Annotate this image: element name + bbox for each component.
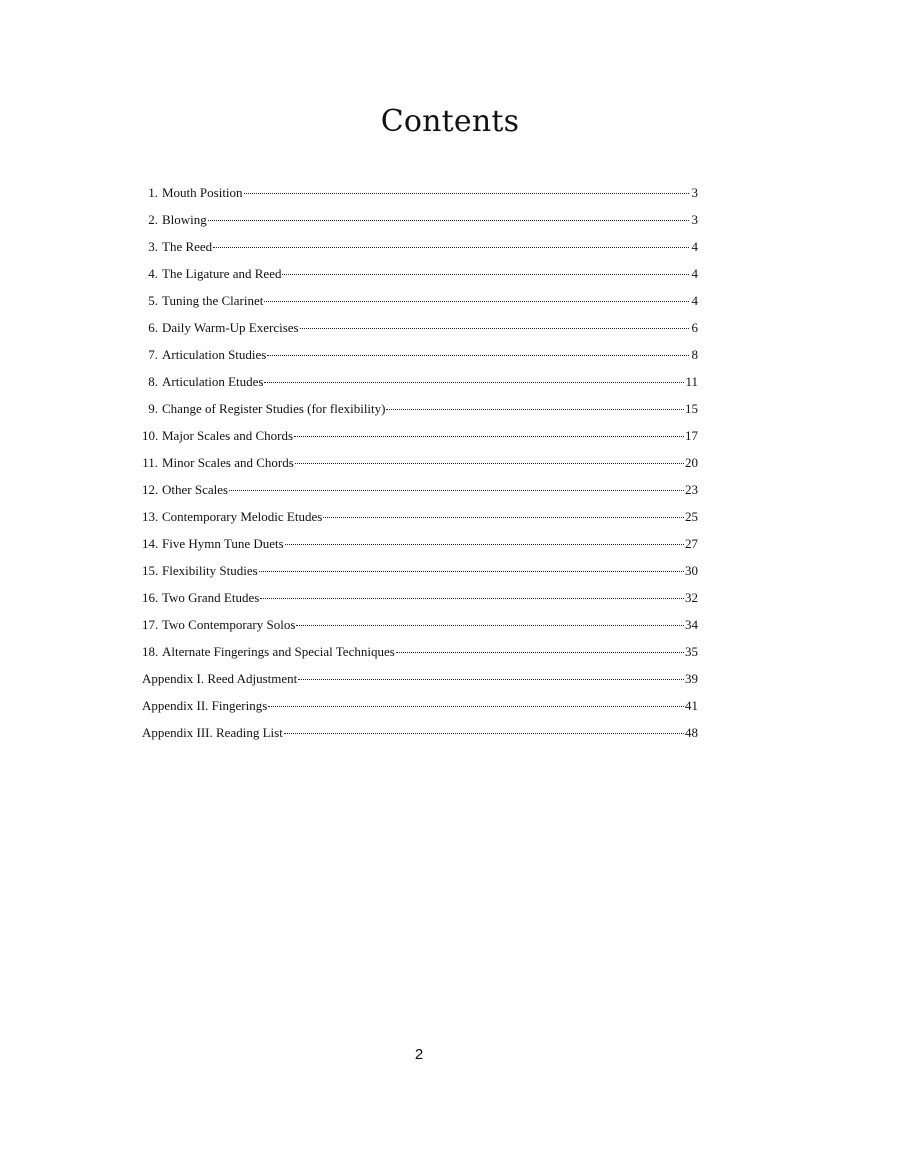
entry-title: Articulation Studies — [162, 347, 267, 362]
entry-number: 7. — [148, 347, 158, 362]
dot-leader — [259, 571, 684, 572]
dot-leader — [282, 274, 689, 275]
toc-entry[interactable] — [142, 454, 698, 481]
entry-number: 4. — [148, 266, 158, 281]
entry-number: 10. — [142, 428, 159, 443]
toc-entry[interactable] — [142, 589, 698, 616]
entry-title: Mouth Position — [162, 185, 243, 200]
dot-leader — [213, 247, 689, 248]
toc-entry[interactable] — [142, 373, 698, 400]
dot-leader — [268, 706, 684, 707]
dot-leader — [267, 355, 689, 356]
dot-leader — [284, 733, 684, 734]
entry-page: 17 — [685, 428, 698, 443]
entry-title: Articulation Etudes — [162, 374, 264, 389]
toc-entry[interactable] — [142, 265, 698, 292]
dot-leader — [300, 328, 689, 329]
entry-page: 11 — [685, 374, 698, 389]
entry-page: 15 — [685, 401, 698, 416]
entry-page: 3 — [691, 212, 698, 227]
entry-page: 8 — [691, 347, 698, 362]
table-of-contents — [142, 184, 698, 751]
entry-page: 30 — [685, 563, 698, 578]
entry-title: The Ligature and Reed — [162, 266, 282, 281]
dot-leader — [396, 652, 684, 653]
entry-number: 13. — [142, 509, 159, 524]
entry-page: 48 — [685, 725, 698, 740]
toc-entry[interactable] — [142, 346, 698, 373]
entry-number: 14. — [142, 536, 159, 551]
dot-leader — [296, 625, 684, 626]
entry-title: Two Contemporary Solos — [162, 617, 296, 632]
entry-page: 4 — [691, 293, 698, 308]
entry-page: 20 — [685, 455, 698, 470]
toc-entry[interactable] — [142, 562, 698, 589]
entry-title: Other Scales — [162, 482, 229, 497]
entry-page: 27 — [685, 536, 698, 551]
dot-leader — [264, 382, 684, 383]
toc-entry-appendix[interactable] — [142, 670, 698, 697]
toc-entry[interactable] — [142, 427, 698, 454]
entry-number: 9. — [148, 401, 158, 416]
entry-number: 18. — [142, 644, 159, 659]
entry-title: Major Scales and Chords — [162, 428, 294, 443]
dot-leader — [323, 517, 684, 518]
dot-leader — [264, 301, 689, 302]
entry-page: 25 — [685, 509, 698, 524]
entry-number: 15. — [142, 563, 159, 578]
toc-entry[interactable] — [142, 535, 698, 562]
entry-title: The Reed — [162, 239, 213, 254]
dot-leader — [244, 193, 689, 194]
entry-number: 5. — [148, 293, 158, 308]
entry-page: 39 — [685, 671, 698, 686]
entry-number: 11. — [142, 455, 158, 470]
toc-entry[interactable] — [142, 616, 698, 643]
toc-entry[interactable] — [142, 238, 698, 265]
entry-number: 1. — [148, 185, 158, 200]
entry-page: 3 — [691, 185, 698, 200]
dot-leader — [285, 544, 684, 545]
page-title: Contents — [380, 104, 520, 139]
entry-title: Five Hymn Tune Duets — [162, 536, 284, 551]
entry-number: 2. — [148, 212, 158, 227]
entry-title: Change of Register Studies (for flexibility) — [162, 401, 386, 416]
toc-entry[interactable] — [142, 184, 698, 211]
entry-number: 16. — [142, 590, 159, 605]
toc-entry[interactable] — [142, 319, 698, 346]
dot-leader — [260, 598, 684, 599]
dot-leader — [208, 220, 689, 221]
dot-leader — [295, 463, 684, 464]
entry-number: 8. — [148, 374, 158, 389]
dot-leader — [298, 679, 684, 680]
entry-title: Daily Warm-Up Exercises — [162, 320, 299, 335]
entry-number: 6. — [148, 320, 158, 335]
entry-number: 12. — [142, 482, 159, 497]
entry-title: Tuning the Clarinet — [162, 293, 264, 308]
entry-title: Contemporary Melodic Etudes — [162, 509, 323, 524]
entry-page: 4 — [691, 266, 698, 281]
entry-title: Appendix I. Reed Adjustment — [142, 671, 298, 686]
page-number — [0, 1046, 838, 1063]
entry-page: 32 — [685, 590, 698, 605]
entry-title: Appendix III. Reading List — [142, 725, 283, 740]
entry-page: 34 — [685, 617, 698, 632]
dot-leader — [229, 490, 684, 491]
toc-entry[interactable] — [142, 211, 698, 238]
toc-entry[interactable] — [142, 292, 698, 319]
entry-number: 3. — [148, 239, 158, 254]
entry-number: 17. — [142, 617, 159, 632]
entry-page: 4 — [691, 239, 698, 254]
entry-page: 23 — [685, 482, 698, 497]
toc-entry[interactable] — [142, 508, 698, 535]
entry-title: Minor Scales and Chords — [162, 455, 294, 470]
entry-title: Alternate Fingerings and Special Techniques — [162, 644, 395, 659]
toc-entry-appendix[interactable] — [142, 697, 698, 724]
dot-leader — [294, 436, 684, 437]
entry-page: 6 — [691, 320, 698, 335]
toc-entry[interactable] — [142, 400, 698, 427]
toc-entry[interactable] — [142, 481, 698, 508]
entry-page: 35 — [685, 644, 698, 659]
entry-title: Flexibility Studies — [162, 563, 258, 578]
dot-leader — [386, 409, 684, 410]
entry-title: Blowing — [162, 212, 207, 227]
page-number-text: 2 — [414, 1046, 424, 1063]
entry-page: 41 — [685, 698, 698, 713]
toc-entry-appendix[interactable] — [142, 724, 698, 751]
entry-title: Two Grand Etudes — [162, 590, 260, 605]
entry-title: Appendix II. Fingerings — [142, 698, 268, 713]
toc-entry[interactable] — [142, 643, 698, 670]
